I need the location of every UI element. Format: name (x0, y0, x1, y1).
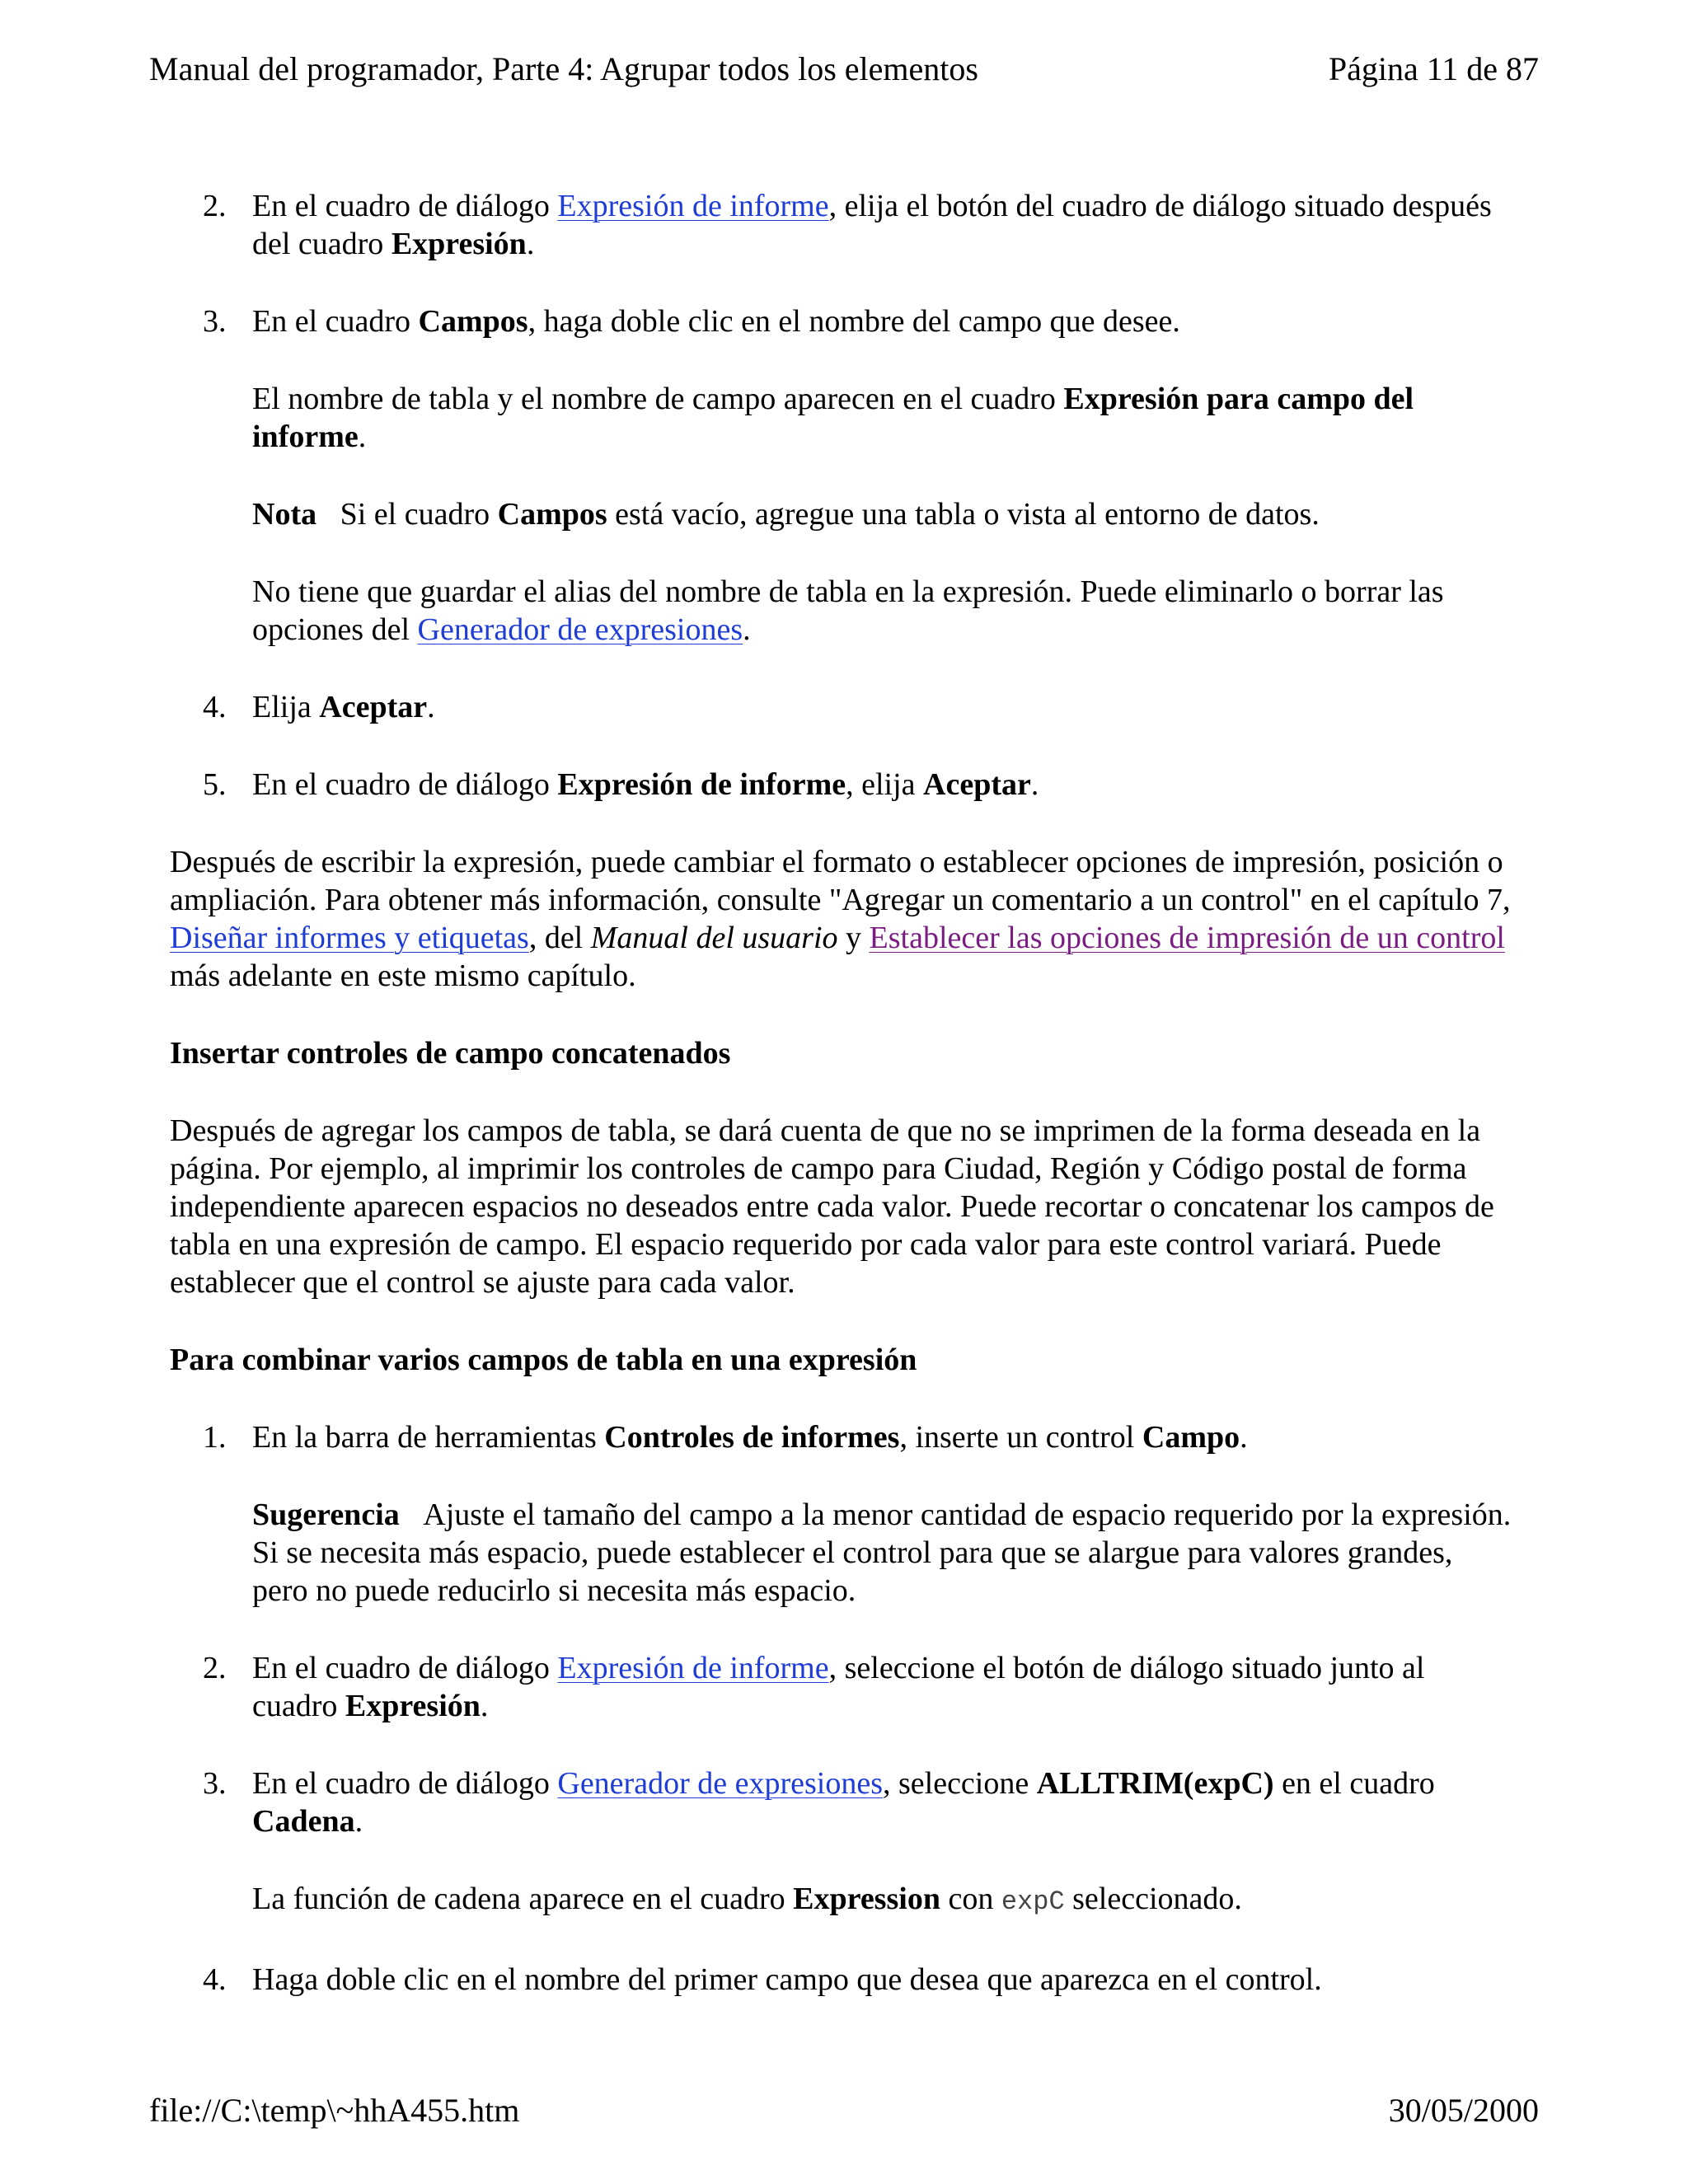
list-item: 4. Haga doble clic en el nombre del primer campo que desea que aparezca en el control. (203, 1962, 1322, 1997)
list-item: 1. En la barra de herramientas Controles de informes, inserte un control Campo. (203, 1420, 1248, 1455)
list-number: 4. (203, 1962, 227, 1997)
link-establecer-opciones-impresion[interactable]: Establecer las opciones de impresión de un control (869, 921, 1505, 955)
link-generador-de-expresiones[interactable]: Generador de expresiones (557, 1766, 883, 1801)
paragraph: Después de agregar los campos de tabla, se dará cuenta de que no se imprimen de la forma deseada en la página. Por ejemplo, al imprimir los controles de campo para Ciudad, Región y Código postal de forma independiente aparecen espacios no deseados entre cada valor. Puede recortar o concatenar los campos de tabla en una expresión de campo. El espacio requerido por cada valor para este control variará. Puede establecer que el control se ajuste para cada valor. (170, 1113, 1494, 1300)
link-expresion-de-informe[interactable]: Expresión de informe (557, 1651, 829, 1685)
step-detail: El nombre de tabla y el nombre de campo aparecen en el cuadro Expresión para campo del informe. (252, 382, 1414, 454)
list-item: 3. En el cuadro de diálogo Generador de expresiones, seleccione ALLTRIM(expC) en el cuadro Cadena. (203, 1766, 1435, 1839)
footer-file-path: file://C:\temp\~hhA455.htm (149, 2092, 520, 2129)
code-expc: expC (1001, 1886, 1065, 1917)
alias-note: No tiene que guardar el alias del nombre de tabla en la expresión. Puede eliminarlo o borrar las opciones del Generador de expresiones. (252, 574, 1444, 647)
list-number: 3. (203, 1766, 227, 1801)
header-page-number: Página 11 de 87 (1328, 50, 1539, 87)
tip-label: Sugerencia (252, 1497, 400, 1532)
step-detail: La función de cadena aparece en el cuadro Expression con expC seleccionado. (252, 1882, 1242, 1917)
list-item: 5. En el cuadro de diálogo Expresión de informe, elija Aceptar. (203, 767, 1039, 802)
list-item: 2. En el cuadro de diálogo Expresión de informe, elija el botón del cuadro de diálogo situado después del cuadro Expresión. (203, 189, 1492, 261)
page-header (149, 49, 1539, 89)
paragraph: Después de escribir la expresión, puede cambiar el formato o establecer opciones de impresión, posición o ampliación. Para obtener más información, consulte "Agregar un comentario a un control" en el capítulo 7, Diseñar informes y etiquetas, del Manual del usuario y Establecer las opciones de impresión de un control más adelante en este mismo capítulo. (170, 845, 1511, 993)
footer-date: 30/05/2000 (1388, 2092, 1539, 2129)
link-expresion-de-informe[interactable]: Expresión de informe (557, 189, 829, 223)
list-number: 4. (203, 690, 227, 724)
list-number: 2. (203, 189, 227, 223)
link-generador-de-expresiones[interactable]: Generador de expresiones (417, 612, 743, 647)
list-item: 3. En el cuadro Campos, haga doble clic en el nombre del campo que desee. (203, 304, 1180, 339)
page-footer (149, 2091, 1539, 2130)
procedure-heading: Para combinar varios campos de tabla en una expresión (170, 1343, 917, 1377)
list-item: 2. En el cuadro de diálogo Expresión de informe, seleccione el botón de diálogo situado junto al cuadro Expresión. (203, 1651, 1425, 1723)
list-number: 2. (203, 1651, 227, 1685)
section-heading: Insertar controles de campo concatenados (170, 1036, 731, 1071)
list-number: 1. (203, 1420, 227, 1455)
tip: Sugerencia Ajuste el tamaño del campo a la menor cantidad de espacio requerido por la expresión. Si se necesita más espacio, puede establecer el control para que se alargue para valores grandes, pero no puede reducirlo si necesita más espacio. (252, 1497, 1512, 1608)
header-title: Manual del programador, Parte 4: Agrupar todos los elementos (149, 50, 978, 87)
note-label: Nota (252, 497, 317, 532)
list-item: 4. Elija Aceptar. (203, 690, 435, 724)
link-disenar-informes[interactable]: Diseñar informes y etiquetas (170, 921, 529, 955)
list-number: 3. (203, 304, 227, 339)
list-number: 5. (203, 767, 227, 802)
document-body (170, 187, 1538, 1999)
note: Nota Si el cuadro Campos está vacío, agregue una tabla o vista al entorno de datos. (252, 497, 1320, 532)
